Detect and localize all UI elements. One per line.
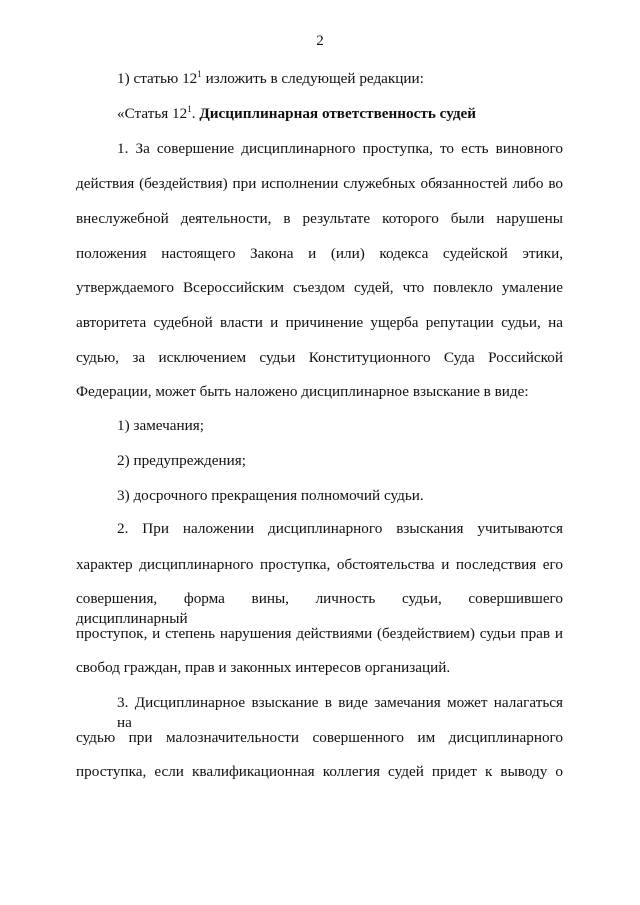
paragraph-2-line-3: совершения, форма вины, личность судьи, совершившего дисциплинарный: [76, 590, 563, 627]
paragraph-1-line-7: судью, за исключением судьи Конституционного Суда Российской: [76, 349, 563, 366]
paragraph-1-line-4: положения настоящего Закона и (или) кодекса судейской этики,: [76, 245, 563, 262]
article-heading-dot: .: [191, 105, 200, 122]
list-item-1: 1) замечания;: [117, 417, 205, 434]
paragraph-1-line-8: Федерации, может быть наложено дисциплинарное взыскание в виде:: [76, 383, 529, 400]
paragraph-1-line-2: действия (бездействия) при исполнении служебных обязанностей либо во: [76, 175, 563, 192]
article-number-superscript: 1: [187, 104, 192, 114]
paragraph-2-line-1: 2. При наложении дисциплинарного взыскания учитываются: [117, 520, 563, 537]
page-number: 2: [316, 33, 324, 49]
paragraph-3-line-2: судью при малозначительности совершенного им дисциплинарного: [76, 729, 563, 746]
intro-superscript: 1: [197, 69, 202, 79]
paragraph-1-line-6: авторитета судебной власти и причинение ущерба репутации судьи, на: [76, 314, 563, 331]
list-item-3: 3) досрочного прекращения полномочий судьи.: [117, 487, 424, 504]
intro-line: [117, 69, 563, 89]
article-heading: [117, 104, 563, 124]
intro-suffix: изложить в следующей редакции:: [201, 70, 424, 87]
list-item-2: 2) предупреждения;: [117, 452, 246, 469]
paragraph-3-line-3: проступка, если квалификационная коллегия судей придет к выводу о: [76, 763, 563, 780]
paragraph-2-line-2: характер дисциплинарного проступка, обстоятельства и последствия его: [76, 556, 563, 573]
paragraph-3-line-1: 3. Дисциплинарное взыскание в виде замечания может налагаться на: [117, 694, 563, 731]
paragraph-1-line-5: утверждаемого Всероссийским съездом судей, что повлекло умаление: [76, 279, 563, 296]
paragraph-2-line-4: проступок, и степень нарушения действиями (бездействием) судьи прав и: [76, 625, 563, 642]
paragraph-2-line-5: свобод граждан, прав и законных интересов организаций.: [76, 659, 451, 676]
article-title: Дисциплинарная ответственность судей: [199, 105, 477, 122]
paragraph-1-line-1: 1. За совершение дисциплинарного проступка, то есть виновного: [117, 140, 563, 157]
intro-prefix: 1) статью 12: [117, 70, 198, 87]
article-number-prefix: «Статья 12: [117, 105, 188, 122]
paragraph-1-line-3: внеслужебной деятельности, в результате которого были нарушены: [76, 210, 563, 227]
